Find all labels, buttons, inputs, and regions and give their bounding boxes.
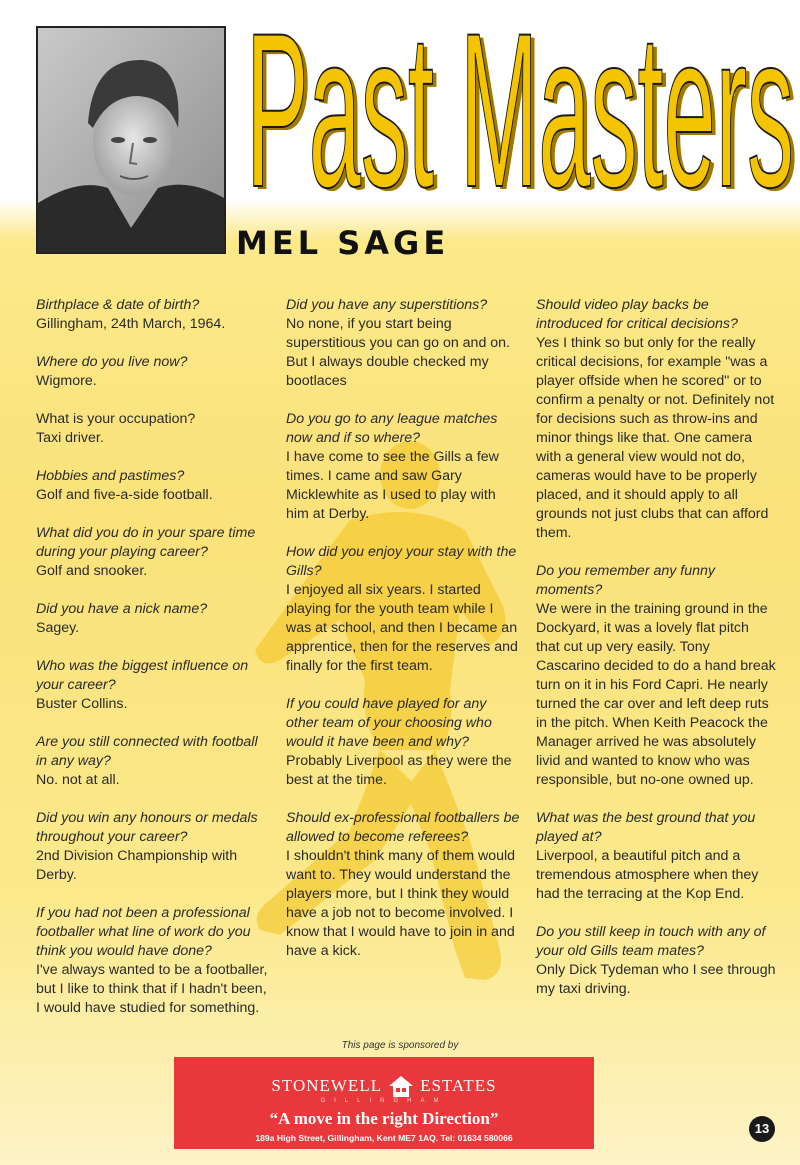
answer: No. not at all. <box>36 772 120 788</box>
svg-text:Past Masters: Past Masters <box>250 6 798 211</box>
qa-item <box>36 353 272 391</box>
sponsor-slogan: “A move in the right Direction” <box>269 1109 499 1128</box>
answer: Golf and snooker. <box>36 563 148 579</box>
answer: Golf and five-a-side football. <box>36 487 213 503</box>
answer: We were in the training ground in the Dockyard, it was a lovely flat pitch that cut up very easily. Tony Cascarino decided to do a hand break turn on it in his Ford Capri. He nearly turned the car over and left deep ruts in the pitch. When Keith Peacock the Manager arrived he was absolutely livid and wanted to know who was responsible, but no-one owned up. <box>536 601 776 788</box>
answer: 2nd Division Championship with Derby. <box>36 848 238 883</box>
question: Do you still keep in touch with any of your old Gills team mates? <box>536 924 766 959</box>
sponsor-logo <box>174 1073 594 1099</box>
qa-item <box>536 562 776 790</box>
question: What was the best ground that you played at? <box>536 810 756 845</box>
question: Are you still connected with football in any way? <box>36 734 258 769</box>
answer: I've always wanted to be a footballer, but I like to think that if I hadn't been, I would have studied for something. <box>36 962 268 1016</box>
question: Should ex-professional footballers be allowed to become referees? <box>286 810 520 845</box>
house-icon <box>388 1074 414 1098</box>
answer: I shouldn't think many of them would want to. They would understand the players more, but I think they would have a job not to become involved. I know that I would have to join in and have a kick. <box>286 848 516 959</box>
qa-item <box>536 296 776 543</box>
question: Do you remember any funny moments? <box>536 563 716 598</box>
qa-item <box>286 695 522 790</box>
qa-item <box>536 809 776 904</box>
qa-item <box>36 524 272 581</box>
interview-column-3 <box>536 296 776 1018</box>
question: If you had not been a professional footballer what line of work do you think you would have done? <box>36 905 251 959</box>
interview-column-1 <box>36 296 272 1037</box>
brand-right: ESTATES <box>420 1076 497 1095</box>
question: Birthplace & date of birth? <box>36 297 200 313</box>
qa-item <box>36 657 272 714</box>
sponsor-advert <box>174 1057 594 1149</box>
qa-item <box>536 923 776 999</box>
answer: Only Dick Tydeman who I see through my taxi driving. <box>536 962 776 997</box>
answer: Wigmore. <box>36 373 97 389</box>
qa-item <box>286 296 522 391</box>
question: Do you go to any league matches now and if so where? <box>286 411 498 446</box>
page-title <box>238 6 798 211</box>
qa-item <box>286 809 522 961</box>
answer: Taxi driver. <box>36 430 104 446</box>
question: Who was the biggest influence on your career? <box>36 658 249 693</box>
sponsor-address: 189a High Street, Gillingham, Kent ME7 1AQ. Tel: 01634 580066 <box>255 1133 513 1143</box>
answer: Gillingham, 24th March, 1964. <box>36 316 226 332</box>
player-photo <box>36 26 226 254</box>
question: Hobbies and pastimes? <box>36 468 185 484</box>
portrait-image <box>38 28 224 252</box>
question: If you could have played for any other team of your choosing who would it have been and why? <box>286 696 492 750</box>
question: What is your occupation? <box>36 411 196 427</box>
question: Did you have a nick name? <box>36 601 208 617</box>
sponsor-town: GILLINGHAM <box>320 1098 448 1104</box>
answer: Yes I think so but only for the really critical decisions, for example "was a player offside when he scored" or to confirm a penalty or not. Definitely not for decisions such as throw-ins and minor things like that. One camera with a general view would not do, cameras would have to be properly placed, and it should apply to all grounds not just clubs that can afford them. <box>536 335 775 541</box>
answer: I have come to see the Gills a few times. I came and saw Gary Micklewhite as I used to play with him at Derby. <box>286 449 499 522</box>
question: How did you enjoy your stay with the Gills? <box>286 544 517 579</box>
qa-item <box>36 467 272 505</box>
qa-item <box>286 543 522 676</box>
answer: Buster Collins. <box>36 696 128 712</box>
answer: I enjoyed all six years. I started playing for the youth team while I was at school, and then I became an apprentice, then for the reserves and finally for the first team. <box>286 582 518 674</box>
page-number: 13 <box>749 1116 775 1142</box>
question: What did you do in your spare time during your playing career? <box>36 525 256 560</box>
question: Where do you live now? <box>36 354 188 370</box>
qa-item <box>36 904 272 1018</box>
sponsor-label: This page is sponsored by <box>341 1040 459 1051</box>
question: Did you win any honours or medals throughout your career? <box>36 810 258 845</box>
qa-item <box>286 410 522 524</box>
qa-item <box>36 733 272 790</box>
brand-left: STONEWELL <box>271 1076 383 1095</box>
qa-item <box>36 410 272 448</box>
question: Should video play backs be introduced for critical decisions? <box>536 297 738 332</box>
qa-item <box>36 809 272 885</box>
qa-item <box>36 296 272 334</box>
player-name: MEL SAGE <box>236 224 450 262</box>
interview-column-2 <box>286 296 522 980</box>
qa-item <box>36 600 272 638</box>
svg-text:Past Masters: Past Masters <box>246 6 794 211</box>
answer: Probably Liverpool as they were the best at the time. <box>286 753 512 788</box>
question: Did you have any superstitions? <box>286 297 488 313</box>
answer: No none, if you start being superstitious you can go on and on. But I always double checked my bootlaces <box>286 316 511 389</box>
answer: Sagey. <box>36 620 80 636</box>
answer: Liverpool, a beautiful pitch and a tremendous atmosphere when they had the terracing at the Kop End. <box>536 848 759 902</box>
